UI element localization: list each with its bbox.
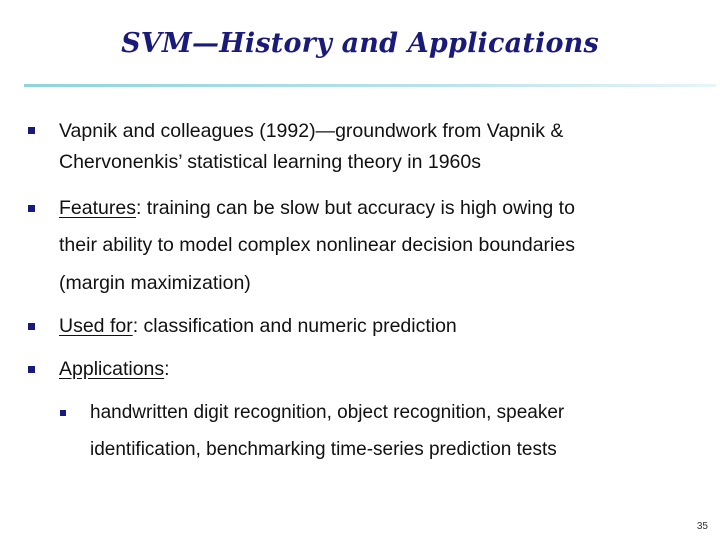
sub-bullet-text-line: handwritten digit recognition, object recognition, speaker xyxy=(90,402,565,423)
sub-bullet-text-line: identification, benchmarking time-series prediction tests xyxy=(90,439,557,460)
bullet-text-line: Chervonenkis’ statistical learning theory in 1960s xyxy=(59,151,482,173)
bullet-square-icon xyxy=(28,366,35,373)
bullet-text-line xyxy=(59,189,575,227)
bullet-square-icon xyxy=(28,205,35,212)
features-text: : training can be slow but accuracy is high owing to xyxy=(135,197,575,219)
bullet-text-line: Vapnik and colleagues (1992)—groundwork from Vapnik & xyxy=(59,120,564,142)
applications-text: : xyxy=(164,358,170,380)
bullet-text-line: (margin maximization) xyxy=(59,272,251,294)
applications-label: Applications xyxy=(59,358,165,380)
title-divider xyxy=(24,84,716,87)
bullet-text-line xyxy=(59,307,457,345)
bullet-square-icon xyxy=(28,127,35,134)
slide-title: SVM—History and Applications xyxy=(121,28,599,59)
features-label: Features xyxy=(59,197,136,219)
used-for-text: : classification and numeric prediction xyxy=(132,315,457,337)
bullet-square-icon xyxy=(28,323,35,330)
page-number: 35 xyxy=(696,521,708,532)
sub-bullet-square-icon xyxy=(60,410,66,416)
used-for-label: Used for xyxy=(59,315,133,337)
bullet-text-line xyxy=(59,350,170,388)
bullet-text-line: their ability to model complex nonlinear decision boundaries xyxy=(59,234,575,256)
